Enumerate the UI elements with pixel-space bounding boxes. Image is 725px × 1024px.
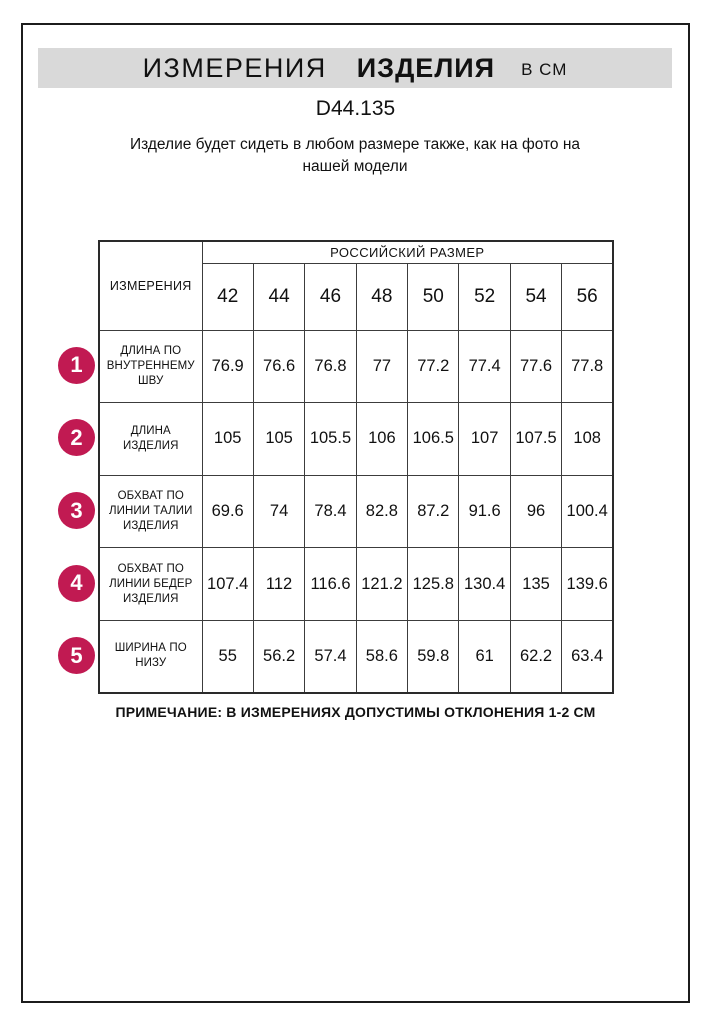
title-unit: В СМ [521,60,568,79]
group-header: РОССИЙСКИЙ РАЗМЕР [202,241,613,263]
size-header: 56 [562,263,613,330]
measurement-value: 78.4 [305,475,356,548]
measurement-value: 107.4 [202,548,253,621]
measurement-value: 76.9 [202,330,253,403]
measurement-value: 107 [459,403,510,476]
measurement-value: 62.2 [510,620,561,693]
measurement-value: 105 [253,403,304,476]
size-header: 54 [510,263,561,330]
size-header: 50 [408,263,459,330]
size-header: 52 [459,263,510,330]
measurement-label: ОБХВАТ ПО ЛИНИИ БЕДЕР ИЗДЕЛИЯ [99,548,202,621]
tolerance-note: ПРИМЕЧАНИЕ: В ИЗМЕРЕНИЯХ ДОПУСТИМЫ ОТКЛОНЕНИЯ 1-2 СМ [115,704,596,720]
measurement-value: 87.2 [408,475,459,548]
measurement-value: 121.2 [356,548,407,621]
measurement-label: ОБХВАТ ПО ЛИНИИ ТАЛИИ ИЗДЕЛИЯ [99,475,202,548]
measurement-value: 82.8 [356,475,407,548]
model-code: D44.135 [315,97,396,120]
measurement-value: 61 [459,620,510,693]
table-row [99,330,613,403]
measurement-value: 130.4 [459,548,510,621]
row-number-badge: 4 [58,565,95,602]
measurement-value: 125.8 [408,548,459,621]
measurement-value: 57.4 [305,620,356,693]
table-row [99,403,613,476]
row-number-badge: 2 [58,419,95,456]
measurement-value: 69.6 [202,475,253,548]
size-header: 48 [356,263,407,330]
measurement-value: 58.6 [356,620,407,693]
title-bar [38,48,672,88]
measurement-value: 77.4 [459,330,510,403]
measurement-value: 77.8 [562,330,613,403]
measurement-value: 63.4 [562,620,613,693]
table-row [99,620,613,693]
title-product: ИЗДЕЛИЯ [356,52,496,83]
measurement-value: 77.6 [510,330,561,403]
measurement-value: 55 [202,620,253,693]
title-measurements: ИЗМЕРЕНИЯ [142,52,327,83]
measurement-value: 105 [202,403,253,476]
measurement-value: 76.6 [253,330,304,403]
fit-subtitle: Изделие будет сидеть в любом размере также, как на фото на нашей модели [129,136,581,176]
measurement-value: 100.4 [562,475,613,548]
measurement-value: 77 [356,330,407,403]
measurement-value: 76.8 [305,330,356,403]
measurement-value: 96 [510,475,561,548]
measurement-value: 105.5 [305,403,356,476]
size-header: 42 [202,263,253,330]
corner-header: ИЗМЕРЕНИЯ [99,241,202,330]
measurement-value: 112 [253,548,304,621]
measurement-label: ДЛИНА ПО ВНУТРЕННЕМУ ШВУ [99,330,202,403]
measurement-value: 77.2 [408,330,459,403]
measurement-value: 74 [253,475,304,548]
measurement-value: 106 [356,403,407,476]
table-row [99,475,613,548]
measurement-label: ШИРИНА ПО НИЗУ [99,620,202,693]
measurement-value: 56.2 [253,620,304,693]
size-table [98,240,614,694]
row-number-badge: 1 [58,347,95,384]
measurement-value: 91.6 [459,475,510,548]
measurement-value: 139.6 [562,548,613,621]
measurement-value: 106.5 [408,403,459,476]
row-number-badge: 5 [58,637,95,674]
size-header: 44 [253,263,304,330]
measurement-label: ДЛИНА ИЗДЕЛИЯ [99,403,202,476]
measurement-value: 135 [510,548,561,621]
measurement-value: 108 [562,403,613,476]
measurement-value: 59.8 [408,620,459,693]
size-header: 46 [305,263,356,330]
table-row [99,548,613,621]
measurement-value: 116.6 [305,548,356,621]
row-number-badge: 3 [58,492,95,529]
measurement-value: 107.5 [510,403,561,476]
